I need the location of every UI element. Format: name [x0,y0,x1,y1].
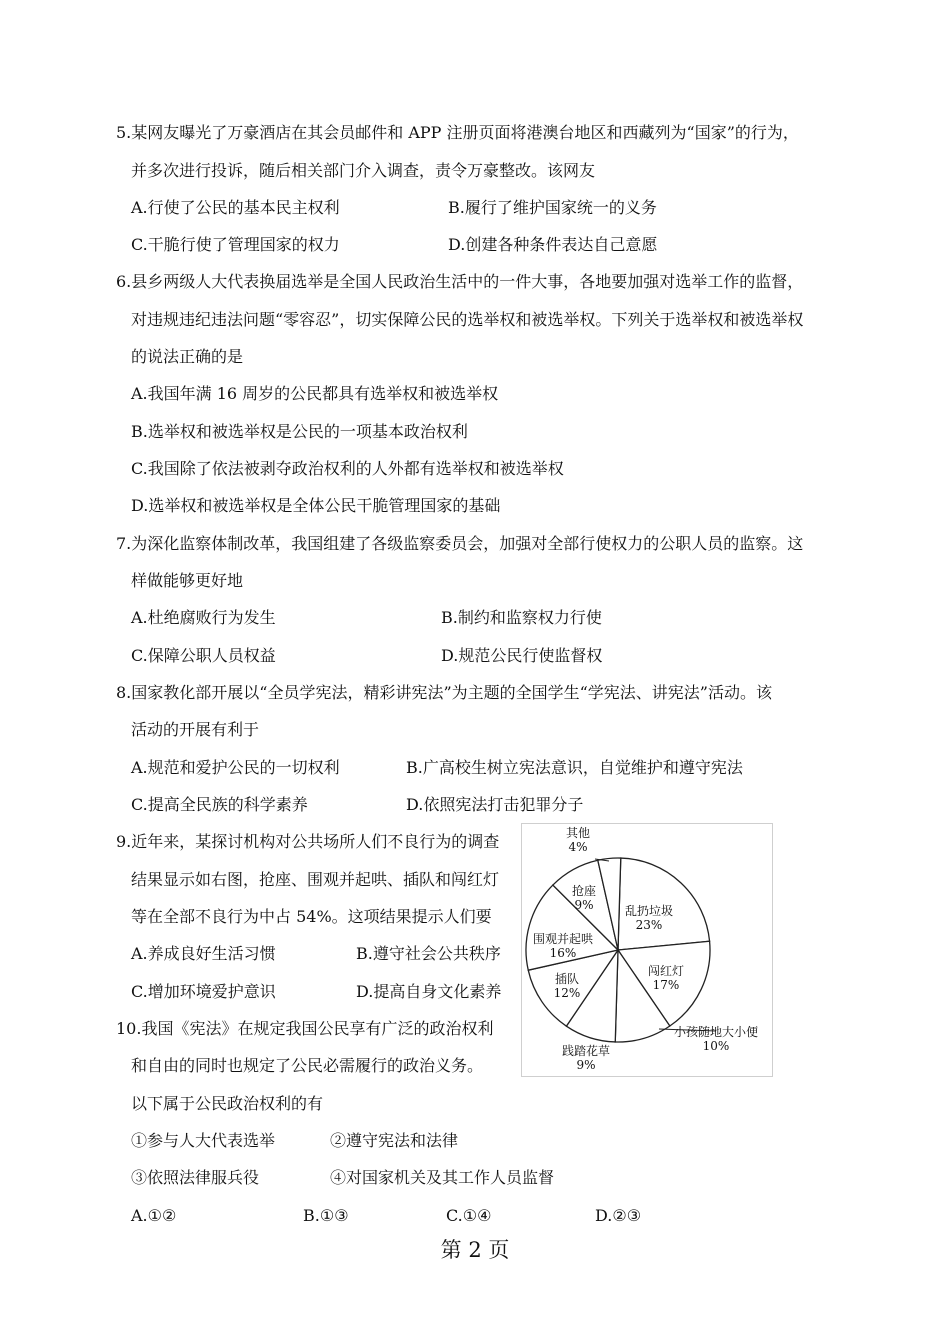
q8-option-c: C.提高全民族的科学素养 [131,795,308,814]
q8-option-d: D.依照宪法打击犯罪分子 [406,795,584,814]
pie-value-label: 9% [574,898,594,912]
q7-option-d: D.规范公民行使监督权 [441,646,603,665]
q10-item-2: ②遵守宪法和法律 [330,1131,459,1150]
pie-category-label: 抢座 [571,884,597,898]
page-number: 第 2 页 [440,1238,510,1262]
q9-option-b: B.遵守社会公共秩序 [356,944,501,963]
q10-item-3: ③依照法律服兵役 [131,1168,260,1187]
pie-category-label: 闯红灯 [647,964,685,978]
q8-stem-line2: 活动的开展有利于 [131,720,260,739]
q9-option-c: C.增加环境爱护意识 [131,982,276,1001]
q6-stem-line2: 对违规违纪违法问题“零容忍”，切实保障公民的选举权和被选举权。下列关于选举权和被选举权 [131,310,804,329]
q10-stem-line2: 和自由的同时也规定了公民必需履行的政治义务。 [131,1056,484,1075]
q10-option-d: D.②③ [595,1206,642,1225]
q5-option-c: C.干脆行使了管理国家的权力 [131,235,340,254]
q5-stem-line2: 并多次进行投诉，随后相关部门介入调查，责令万豪整改。该网友 [131,161,596,180]
q10-item-1: ①参与人大代表选举 [131,1131,276,1150]
pie-value-label: 16% [549,946,577,960]
pie-category-label: 围观并起哄 [532,932,594,946]
q7-option-a: A.杜绝腐败行为发生 [131,608,276,627]
q10-stem-line3: 以下属于公民政治权利的有 [131,1094,324,1113]
q10-option-a: A.①② [131,1206,177,1225]
q7-option-c: C.保障公职人员权益 [131,646,276,665]
pie-value-label: 23% [635,918,663,932]
pie-category-label: 其他 [565,826,591,840]
q8-stem-line1: 8.国家教化部开展以“全员学宪法，精彩讲宪法”为主题的全国学生“学宪法、讲宪法”活动。该 [116,683,772,702]
q9-option-d: D.提高自身文化素养 [356,982,502,1001]
q5-option-b: B.履行了维护国家统一的义务 [448,198,657,217]
pie-category-label: 践踏花草 [561,1044,611,1058]
q5-stem-line1: 5.某网友曝光了万豪酒店在其会员邮件和 APP 注册页面将港澳台地区和西藏列为“国家”的行为， [116,123,799,142]
pie-value-label: 4% [568,840,588,854]
q5-option-a: A.行使了公民的基本民主权利 [131,198,340,217]
q9-stem-line2: 结果显示如右图，抢座、围观并起哄、插队和闯红灯 [131,870,500,889]
q9-option-a: A.养成良好生活习惯 [131,944,276,963]
q10-item-4: ④对国家机关及其工作人员监督 [330,1168,555,1187]
pie-category-label: 乱扔垃圾 [624,904,674,918]
q6-option-b: B.选举权和被选举权是公民的一项基本政治权利 [131,422,468,441]
q7-stem-line2: 样做能够更好地 [131,571,244,590]
pie-category-label: 插队 [554,972,580,986]
q9-stem-line3: 等在全部不良行为中占 54%。这项结果提示人们要 [131,907,492,926]
q10-option-c: C.①④ [446,1206,492,1225]
q10-option-b: B.①③ [303,1206,349,1225]
q6-option-c: C.我国除了依法被剥夺政治权利的人外都有选举权和被选举权 [131,459,564,478]
q9-stem-line1: 9.近年来，某探讨机构对公共场所人们不良行为的调查 [116,832,500,851]
pie-category-label: 小孩随地大小便 [673,1025,759,1039]
q8-option-a: A.规范和爱护公民的一切权利 [131,758,340,777]
pie-value-label: 10% [702,1039,730,1053]
pie-value-label: 17% [652,978,680,992]
pie-value-label: 9% [576,1058,596,1072]
q7-stem-line1: 7.为深化监察体制改革，我国组建了各级监察委员会，加强对全部行使权力的公职人员的监察。这 [116,534,804,553]
q10-stem-line1: 10.我国《宪法》在规定我国公民享有广泛的政治权利 [116,1019,494,1038]
q8-option-b: B.广高校生树立宪法意识，自觉维护和遵守宪法 [406,758,743,777]
q6-option-d: D.选举权和被选举权是全体公民干脆管理国家的基础 [131,496,501,515]
q7-option-b: B.制约和监察权力行使 [441,608,602,627]
pie-chart-figure [521,823,773,1077]
pie-chart [521,823,773,1077]
q6-stem-line3: 的说法正确的是 [131,347,244,366]
q6-option-a: A.我国年满 16 周岁的公民都具有选举权和被选举权 [131,384,499,403]
q5-option-d: D.创建各种条件表达自己意愿 [448,235,658,254]
pie-value-label: 12% [553,986,581,1000]
q6-stem-line1: 6.县乡两级人大代表换届选举是全国人民政治生活中的一件大事，各地要加强对选举工作的监督， [116,272,804,291]
